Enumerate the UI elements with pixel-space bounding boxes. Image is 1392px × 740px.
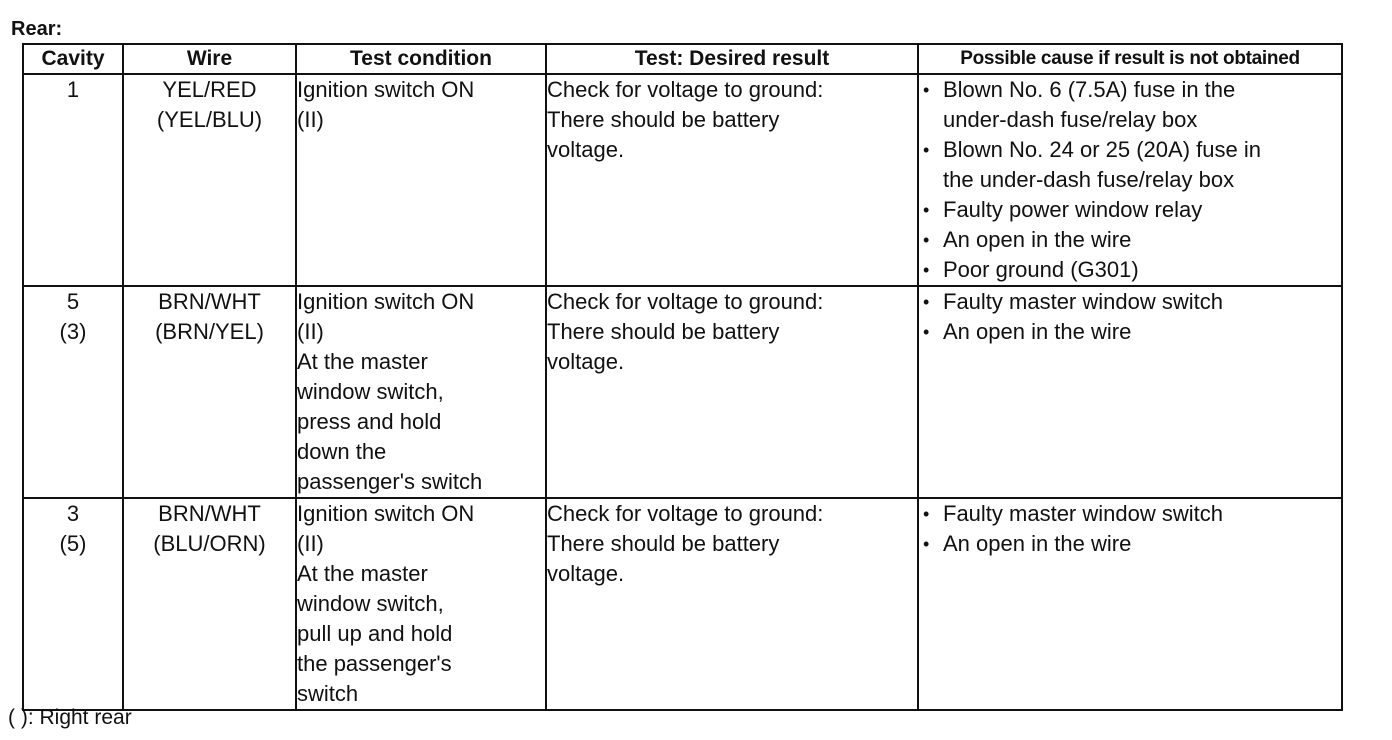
cause-list-item (919, 529, 1341, 559)
test-condition-cell-line: Ignition switch ON (297, 289, 475, 314)
wire-cell (123, 286, 296, 498)
cause-list (919, 499, 1341, 559)
table-row (23, 74, 1342, 286)
test-condition-cell-line: window switch, (297, 379, 444, 404)
cause-list-item (919, 255, 1341, 285)
header-desired-result: Test: Desired result (546, 44, 918, 74)
desired-result-cell (546, 286, 918, 498)
desired-result-cell-line: voltage. (547, 561, 625, 586)
table-row (23, 498, 1342, 710)
header-wire: Wire (123, 44, 296, 74)
desired-result-cell-line: Check for voltage to ground: (547, 77, 824, 102)
desired-result-cell-line: There should be battery (547, 107, 780, 132)
test-condition-cell (296, 286, 546, 498)
desired-result-cell-line: Check for voltage to ground: (547, 501, 824, 526)
possible-cause-cell (918, 74, 1342, 286)
test-condition-cell-line: press and hold (297, 409, 442, 434)
cause-list-item (919, 317, 1341, 347)
test-condition-cell-line: pull up and hold (297, 621, 453, 646)
cause-text: • Faulty power window relay (943, 197, 1203, 222)
desired-result-cell-line: There should be battery (547, 319, 780, 344)
cause-list-item (919, 225, 1341, 255)
desired-result-cell (546, 498, 918, 710)
cavity-cell-line: 1 (66, 77, 80, 102)
wire-cell (123, 74, 296, 286)
test-condition-cell-line: passenger's switch (297, 469, 483, 494)
header-possible-cause: Possible cause if result is not obtained (918, 44, 1342, 74)
test-condition-cell-line: At the master (297, 349, 428, 374)
table-header-row (23, 44, 1342, 74)
wire-cell-line: YEL/RED (162, 77, 257, 102)
test-condition-cell (296, 498, 546, 710)
wire-cell-line: (BLU/ORN) (153, 531, 266, 556)
desired-result-cell-line: voltage. (547, 137, 625, 162)
test-condition-cell-line: the passenger's (297, 651, 452, 676)
test-condition-cell-line: At the master (297, 561, 428, 586)
desired-result-cell-line: voltage. (547, 349, 625, 374)
test-condition-cell-line: (II) (297, 319, 324, 344)
cavity-cell-line: (5) (59, 531, 87, 556)
wire-cell-line: (BRN/YEL) (155, 319, 264, 344)
cause-text: • An open in the wire (943, 319, 1132, 344)
cause-list-item (919, 75, 1341, 135)
wire-cell-line: (YEL/BLU) (156, 107, 263, 132)
test-table (22, 43, 1343, 711)
cavity-cell (23, 498, 123, 710)
cause-text: the under-dash fuse/relay box (943, 167, 1235, 192)
cause-text: • An open in the wire (943, 531, 1132, 556)
cavity-cell (23, 74, 123, 286)
wire-cell-line: BRN/WHT (158, 289, 261, 314)
wire-cell-line: BRN/WHT (158, 501, 261, 526)
cause-text: • Blown No. 24 or 25 (20A) fuse in (943, 137, 1261, 162)
test-condition-cell-line: Ignition switch ON (297, 501, 475, 526)
desired-result-cell-line: Check for voltage to ground: (547, 289, 824, 314)
cause-text: • Poor ground (G301) (943, 257, 1139, 282)
cause-list-item (919, 195, 1341, 225)
cause-list (919, 75, 1341, 285)
cause-text: • An open in the wire (943, 227, 1132, 252)
test-condition-cell-line: switch (297, 681, 359, 706)
test-condition-cell-line: window switch, (297, 591, 444, 616)
possible-cause-cell (918, 286, 1342, 498)
test-condition-cell (296, 74, 546, 286)
cause-text: • Faulty master window switch (943, 501, 1223, 526)
desired-result-cell-line: There should be battery (547, 531, 780, 556)
cavity-cell-line: (3) (59, 319, 87, 344)
desired-result-cell (546, 74, 918, 286)
wire-cell (123, 498, 296, 710)
cause-text: • Blown No. 6 (7.5A) fuse in the (943, 77, 1236, 102)
cause-list-item (919, 499, 1341, 529)
header-cavity: Cavity (23, 44, 123, 74)
cause-list-item (919, 287, 1341, 317)
cavity-cell-line: 5 (66, 289, 80, 314)
cause-list-item (919, 135, 1341, 195)
cavity-cell-line: 3 (66, 501, 80, 526)
header-test-condition: Test condition (296, 44, 546, 74)
cause-text: under-dash fuse/relay box (943, 107, 1198, 132)
section-title: Rear: (11, 18, 63, 40)
table-row (23, 286, 1342, 498)
test-condition-cell-line: (II) (297, 531, 324, 556)
test-condition-cell-line: down the (297, 439, 387, 464)
cause-text: • Faulty master window switch (943, 289, 1223, 314)
possible-cause-cell (918, 498, 1342, 710)
test-condition-cell-line: (II) (297, 107, 324, 132)
test-condition-cell-line: Ignition switch ON (297, 77, 475, 102)
cavity-cell (23, 286, 123, 498)
cause-list (919, 287, 1341, 347)
footnote: ( ): Right rear (8, 706, 132, 729)
